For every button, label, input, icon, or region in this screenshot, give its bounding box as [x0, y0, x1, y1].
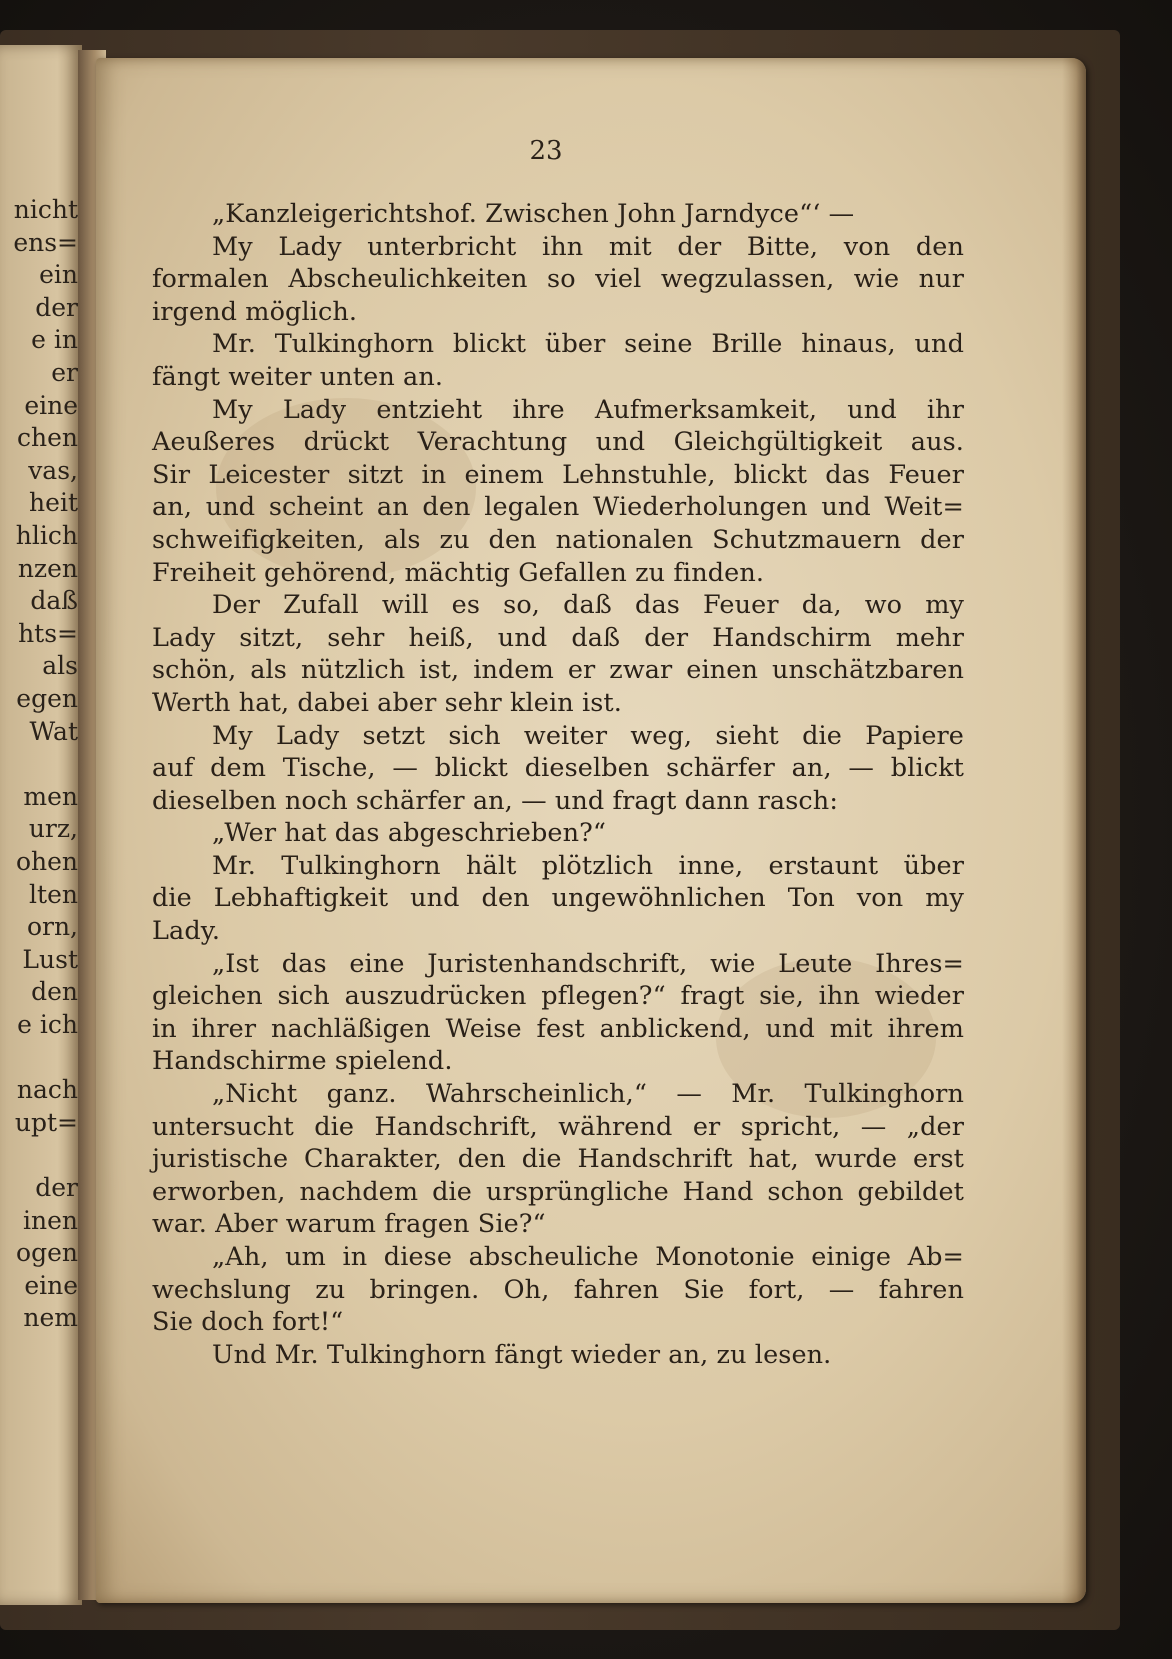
left-page-fragment: als: [42, 651, 78, 681]
text-line: irgend möglich.: [152, 296, 358, 327]
text-line: schön, als nützlich ist, indem er zwar einen unschätzbaren: [152, 655, 964, 686]
text-line: My Lady entzieht ihre Aufmerksamkeit, und ihr: [212, 394, 964, 425]
left-page-fragment: vas,: [28, 455, 78, 485]
text-line: „Kanzleigerichtshof. Zwischen John Jarndyce“‘ —: [212, 199, 855, 229]
left-page-fragment: daß: [30, 586, 78, 616]
text-line: erworben, nachdem die ursprüngliche Hand schon gebildet: [152, 1176, 964, 1207]
left-page-fragment: upt=: [14, 1107, 78, 1137]
left-page-fragment: nach: [16, 1075, 78, 1105]
left-page-fragment: lten: [29, 879, 78, 909]
text-line: auf dem Tische, — blickt dieselben schärfer an, — blickt: [152, 753, 964, 784]
text-line: Freiheit gehörend, mächtig Gefallen zu finden.: [152, 557, 765, 588]
left-page-fragment: urz,: [28, 814, 78, 844]
left-page-fragment: men: [23, 781, 78, 811]
left-page-fragment: ogen: [16, 1238, 78, 1268]
text-line: die Lebhaftigkeit und den ungewöhnlichen Ton von my: [152, 883, 964, 914]
text-line: Mr. Tulkinghorn hält plötzlich inne, erstaunt über: [212, 850, 964, 881]
left-page-fragment: hts=: [18, 618, 78, 648]
text-line: „Nicht ganz. Wahrscheinlich,“ — Mr. Tulkinghorn: [212, 1079, 964, 1110]
left-page-fragment: hlich: [15, 521, 78, 550]
left-page-fragment: egen: [16, 684, 78, 713]
body-text: [152, 198, 964, 1371]
text-line: gleichen sich auszudrücken pflegen?“ fragt sie, ihn wieder: [152, 981, 964, 1012]
text-line: Mr. Tulkinghorn blickt über seine Brille hinaus, und: [212, 329, 964, 360]
text-line: schweifigkeiten, als zu den nationalen Schutzmauern der: [152, 524, 964, 555]
left-page-fragment: ens=: [13, 227, 78, 257]
left-page-fragment: e in: [31, 325, 78, 355]
text-line: Sie doch fort!“: [152, 1307, 344, 1338]
text-line: My Lady unterbricht ihn mit der Bitte, von den: [212, 231, 964, 262]
page-edge: [1062, 58, 1086, 1603]
left-page-fragment: inen: [23, 1205, 78, 1235]
text-line: Der Zufall will es so, daß das Feuer da, wo my: [212, 590, 964, 621]
left-page: [0, 45, 82, 1605]
page-number: 23: [529, 136, 563, 166]
text-line: Aeußeres drückt Verachtung und Gleichgültigkeit aus.: [152, 427, 964, 458]
text-line: formalen Abscheulichkeiten so viel wegzulassen, wie nur: [152, 264, 964, 295]
right-page: [96, 58, 1086, 1603]
left-page-fragment: der: [35, 1173, 78, 1202]
left-page-fragment: nicht: [13, 195, 78, 224]
text-line: Lady sitzt, sehr heiß, und daß der Handschirm mehr: [152, 622, 964, 653]
text-line: in ihrer nachläßigen Weise fest anblickend, und mit ihrem: [152, 1013, 964, 1044]
left-page-fragment: Wat: [29, 716, 78, 746]
left-page-fragment: e ich: [17, 1010, 78, 1039]
left-page-fragment: eine: [24, 390, 78, 420]
text-line: war. Aber warum fragen Sie?“: [152, 1209, 546, 1240]
text-line: fängt weiter unten an.: [152, 361, 444, 392]
left-page-fragment: Lust: [22, 944, 78, 974]
left-page-fragment: nzen: [17, 553, 78, 583]
text-line: juristische Charakter, den die Handschrift hat, wurde erst: [152, 1144, 964, 1175]
left-page-fragment: chen: [17, 423, 78, 453]
left-page-fragment: den: [31, 977, 78, 1007]
left-page-fragment: orn,: [26, 912, 78, 942]
text-line: „Ah, um in diese abscheuliche Monotonie einige Ab=: [212, 1242, 964, 1272]
text-line: an, und scheint an den legalen Wiederholungen und Weit=: [152, 492, 964, 523]
text-line: Werth hat, dabei aber sehr klein ist.: [152, 687, 622, 718]
left-page-fragment: ohen: [15, 847, 78, 876]
text-line: dieselben noch schärfer an, — und fragt dann rasch:: [152, 785, 839, 816]
left-page-fragment: heit: [29, 488, 78, 518]
text-line: Lady.: [152, 916, 221, 947]
text-line: „Ist das eine Juristenhandschrift, wie Leute Ihres=: [212, 948, 964, 979]
left-page-fragment: nem: [23, 1303, 78, 1333]
text-line: My Lady setzt sich weiter weg, sieht die Papiere: [212, 720, 964, 751]
left-page-fragment: er: [51, 358, 78, 387]
text-line: „Wer hat das abgeschrieben?“: [212, 818, 607, 849]
text-line: Handschirme spielend.: [152, 1046, 453, 1077]
text-line: Sir Leicester sitzt in einem Lehnstuhle, blickt das Feuer: [152, 459, 964, 490]
left-page-fragment: der: [35, 292, 78, 322]
text-line: Und Mr. Tulkinghorn fängt wieder an, zu lesen.: [212, 1339, 832, 1370]
left-page-fragment: ein: [39, 260, 78, 290]
text-line: wechslung zu bringen. Oh, fahren Sie fort, — fahren: [152, 1274, 964, 1305]
text-line: untersucht die Handschrift, während er spricht, — „der: [152, 1111, 964, 1142]
left-page-fragment: eine: [24, 1270, 78, 1300]
